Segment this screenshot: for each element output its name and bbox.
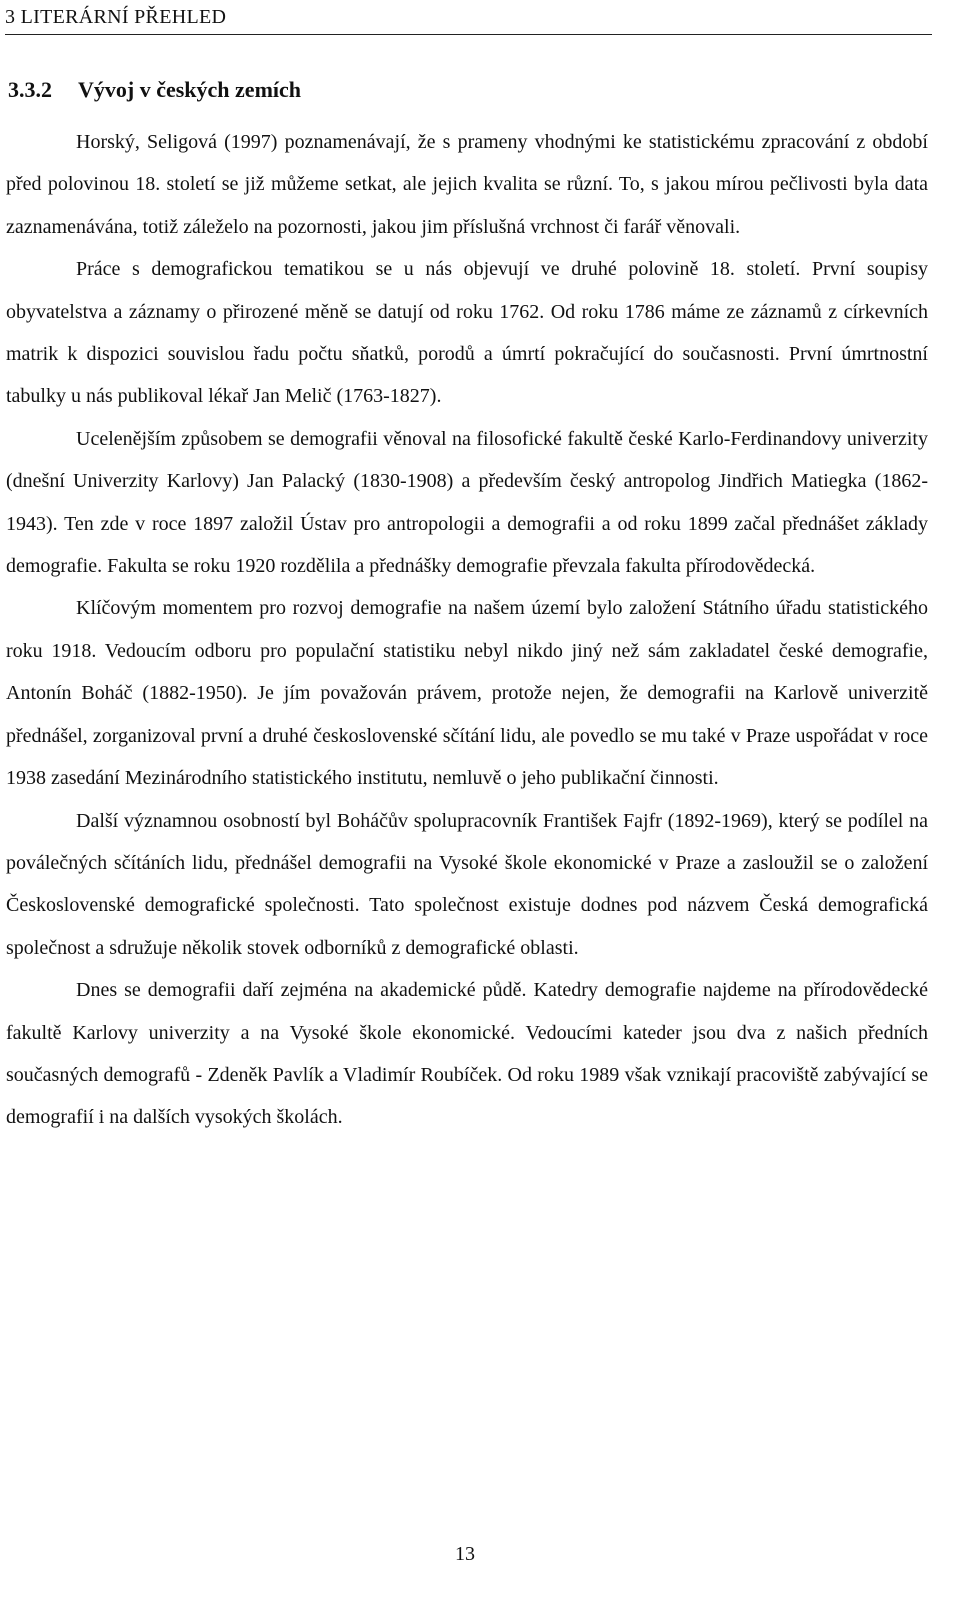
section-heading [8, 74, 301, 106]
paragraph: Dnes se demografii daří zejména na akademické půdě. Katedry demografie najdeme na přírodovědecké fakultě Karlovy univerzity a na Vysoké škole ekonomické. Vedoucími kateder jsou dva z našich předních současných demografů - Zdeněk Pavlík a Vladimír Roubíček. Od roku 1989 však vznikají pracoviště zabývající se demografií i na dalších vysokých školách. [6, 979, 928, 1129]
section-number: 3.3.2 [8, 77, 52, 102]
paragraph: Horský, Seligová (1997) poznamenávají, že s prameny vhodnými ke statistickému zpracování z období před polovinou 18. století se již můžeme setkat, ale jejich kvalita se různí. To, s jakou mírou pečlivosti byla data zaznamenávána, totiž záleželo na pozornosti, jakou jim příslušná vrchnost či farář věnovali. [6, 131, 928, 238]
paragraph: Práce s demografickou tematikou se u nás objevují ve druhé polovině 18. století. První soupisy obyvatelstva a záznamy o přirozené měně se datují od roku 1762. Od roku 1786 máme ze záznamů z církevních matrik k dispozici souvislou řadu počtu sňatků, porodů a úmrtí pokračující do současnosti. První úmrtnostní tabulky u nás publikoval lékař Jan Melič (1763-1827). [6, 258, 928, 408]
page-number: 13 [455, 1543, 475, 1565]
section-title: Vývoj v českých zemích [78, 77, 302, 102]
paragraph: Klíčovým momentem pro rozvoj demografie na našem území bylo založení Státního úřadu statistického roku 1918. Vedoucím odboru pro populační statistiku nebyl nikdo jiný než sám zakladatel české demografie, Antonín Boháč (1882-1950). Je jím považován právem, protože nejen, že demografii na Karlově univerzitě přednášel, zorganizoval první a druhé československé sčítání lidu, ale povedlo se mu také v Praze uspořádat v roce 1938 zasedání Mezinárodního statistického institutu, nemluvě o jeho publikační činnosti. [6, 597, 928, 790]
paragraph: Ucelenějším způsobem se demografii věnoval na filosofické fakultě české Karlo-Ferdinandovy univerzity (dnešní Univerzity Karlovy) Jan Palacký (1830-1908) a především český antropolog Jindřich Matiegka (1862-1943). Ten zde v roce 1897 založil Ústav pro antropologii a demografii a od roku 1899 začal přednášet základy demografie. Fakulta se roku 1920 rozdělila a přednášky demografie převzala fakulta přírodovědecká. [6, 427, 928, 578]
running-header-title: 3 LITERÁRNÍ PŘEHLED [5, 6, 227, 28]
body-text [6, 121, 928, 1139]
running-header [5, 4, 932, 35]
paragraph: Další významnou osobností byl Boháčův spolupracovník František Fajfr (1892-1969), který se podílel na poválečných sčítáních lidu, přednášel demografii na Vysoké škole ekonomické v Praze a zasloužil se o založení Československé demografické společnosti. Tato společnost existuje dodnes pod názvem Česká demografická společnost a sdružuje několik stovek odborníků z demografické oblasti. [6, 809, 928, 959]
